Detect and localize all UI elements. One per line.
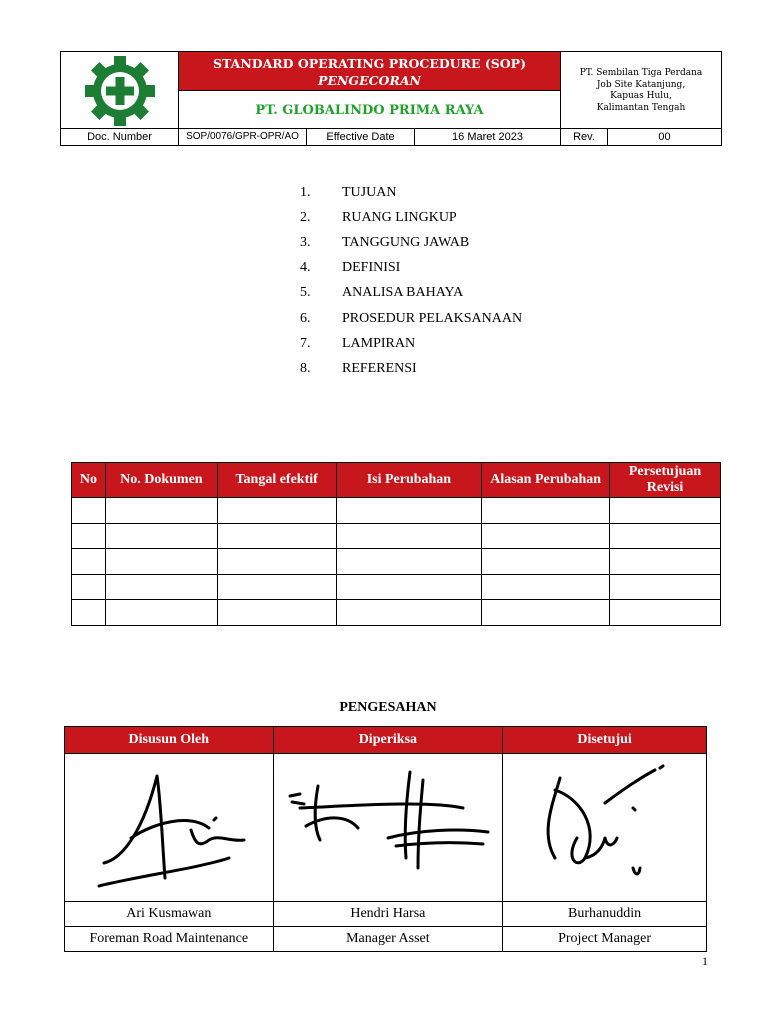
list-item-label: LAMPIRAN bbox=[342, 336, 416, 351]
table-cell bbox=[105, 574, 217, 600]
table-cell bbox=[105, 600, 217, 626]
table-cell bbox=[72, 523, 106, 549]
signature-row bbox=[65, 754, 707, 902]
table-row bbox=[72, 549, 721, 575]
list-item-label: DEFINISI bbox=[342, 260, 401, 275]
table-cell bbox=[610, 549, 721, 575]
signature-burhanuddin bbox=[505, 758, 705, 898]
address-line: Job Site Katanjung, bbox=[596, 79, 686, 90]
signature-ari-kusmawan bbox=[69, 758, 269, 898]
name-row bbox=[65, 902, 707, 927]
list-item-number: 1. bbox=[300, 185, 311, 200]
list-item-label: REFERENSI bbox=[342, 361, 417, 376]
approval-table-header bbox=[65, 727, 707, 754]
company-name: PT. GLOBALINDO PRIMA RAYA bbox=[178, 90, 561, 129]
rev-value: 00 bbox=[607, 128, 722, 146]
list-item-label: TUJUAN bbox=[342, 185, 397, 200]
revision-table bbox=[71, 462, 721, 626]
table-cell bbox=[105, 549, 217, 575]
table-cell bbox=[482, 549, 610, 575]
position-row bbox=[65, 927, 707, 952]
doc-number-label: Doc. Number bbox=[60, 128, 179, 146]
signer-name: Ari Kusmawan bbox=[65, 902, 274, 927]
table-cell bbox=[72, 574, 106, 600]
logo-cell bbox=[60, 51, 179, 129]
table-cell bbox=[72, 549, 106, 575]
list-item-number: 8. bbox=[300, 361, 311, 376]
table-cell bbox=[482, 498, 610, 524]
page-number: 1 bbox=[702, 954, 708, 968]
table-cell bbox=[610, 600, 721, 626]
sop-title-cell bbox=[178, 51, 561, 91]
table-cell bbox=[482, 574, 610, 600]
rev-label: Rev. bbox=[560, 128, 608, 146]
table-cell bbox=[217, 549, 336, 575]
col-header-doc-number: No. Dokumen bbox=[105, 463, 217, 498]
approval-title: PENGESAHAN bbox=[339, 700, 437, 715]
table-row bbox=[72, 600, 721, 626]
list-item-number: 7. bbox=[300, 336, 311, 351]
table-cell bbox=[217, 523, 336, 549]
col-header-no: No bbox=[72, 463, 106, 498]
list-item-label: TANGGUNG JAWAB bbox=[342, 235, 470, 250]
approval-table bbox=[64, 726, 707, 952]
table-cell bbox=[217, 498, 336, 524]
table-cell bbox=[482, 523, 610, 549]
address-line: PT. Sembilan Tiga Perdana bbox=[579, 68, 703, 78]
list-item-label: PROSEDUR PELAKSANAAN bbox=[342, 311, 523, 326]
revision-table-header bbox=[72, 463, 721, 498]
address-line: Kalimantan Tengah bbox=[596, 102, 686, 113]
list-item-label: ANALISA BAHAYA bbox=[342, 285, 464, 300]
table-cell bbox=[217, 574, 336, 600]
table-cell bbox=[336, 574, 482, 600]
table-row bbox=[72, 523, 721, 549]
table-cell bbox=[72, 600, 106, 626]
signer-name: Hendri Harsa bbox=[273, 902, 503, 927]
effective-date-value: 16 Maret 2023 bbox=[414, 128, 561, 146]
signature-hendri-harsa bbox=[278, 758, 498, 898]
table-cell bbox=[336, 600, 482, 626]
list-item-label: RUANG LINGKUP bbox=[342, 210, 457, 225]
table-cell bbox=[482, 600, 610, 626]
table-cell bbox=[610, 574, 721, 600]
col-header-reason: Alasan Perubahan bbox=[482, 463, 610, 498]
col-header-approval: Persetujuan Revisi bbox=[610, 463, 721, 498]
table-row bbox=[72, 498, 721, 524]
table-cell bbox=[610, 523, 721, 549]
list-item-number: 5. bbox=[300, 285, 311, 300]
col-header-effective-date: Tangal efektif bbox=[217, 463, 336, 498]
col-header-reviewed-by: Diperiksa bbox=[273, 727, 503, 754]
signer-name: Burhanuddin bbox=[503, 902, 707, 927]
list-item-number: 6. bbox=[300, 311, 311, 326]
signature-cell bbox=[503, 754, 707, 902]
company-address bbox=[560, 51, 722, 129]
sop-subtitle: PENGECORAN bbox=[318, 73, 421, 88]
list-item-number: 2. bbox=[300, 210, 311, 225]
table-cell bbox=[72, 498, 106, 524]
table-row bbox=[72, 574, 721, 600]
table-cell bbox=[217, 600, 336, 626]
sop-title: STANDARD OPERATING PROCEDURE (SOP) bbox=[212, 56, 526, 71]
signature-cell bbox=[65, 754, 274, 902]
col-header-prepared-by: Disusun Oleh bbox=[65, 727, 274, 754]
table-cell bbox=[336, 549, 482, 575]
signature-cell bbox=[273, 754, 503, 902]
table-cell bbox=[336, 523, 482, 549]
col-header-approved-by: Disetujui bbox=[503, 727, 707, 754]
table-cell bbox=[336, 498, 482, 524]
signer-position: Manager Asset bbox=[273, 927, 503, 952]
list-item-number: 3. bbox=[300, 235, 311, 250]
table-cell bbox=[105, 498, 217, 524]
effective-date-label: Effective Date bbox=[306, 128, 415, 146]
gear-cross-icon bbox=[61, 52, 180, 130]
signer-position: Project Manager bbox=[503, 927, 707, 952]
signer-position: Foreman Road Maintenance bbox=[65, 927, 274, 952]
list-item-number: 4. bbox=[300, 260, 311, 275]
address-line: Kapuas Hulu, bbox=[610, 91, 672, 101]
table-cell bbox=[610, 498, 721, 524]
doc-number-value: SOP/0076/GPR-OPR/AO bbox=[178, 128, 307, 146]
table-cell bbox=[105, 523, 217, 549]
col-header-changes: Isi Perubahan bbox=[336, 463, 482, 498]
